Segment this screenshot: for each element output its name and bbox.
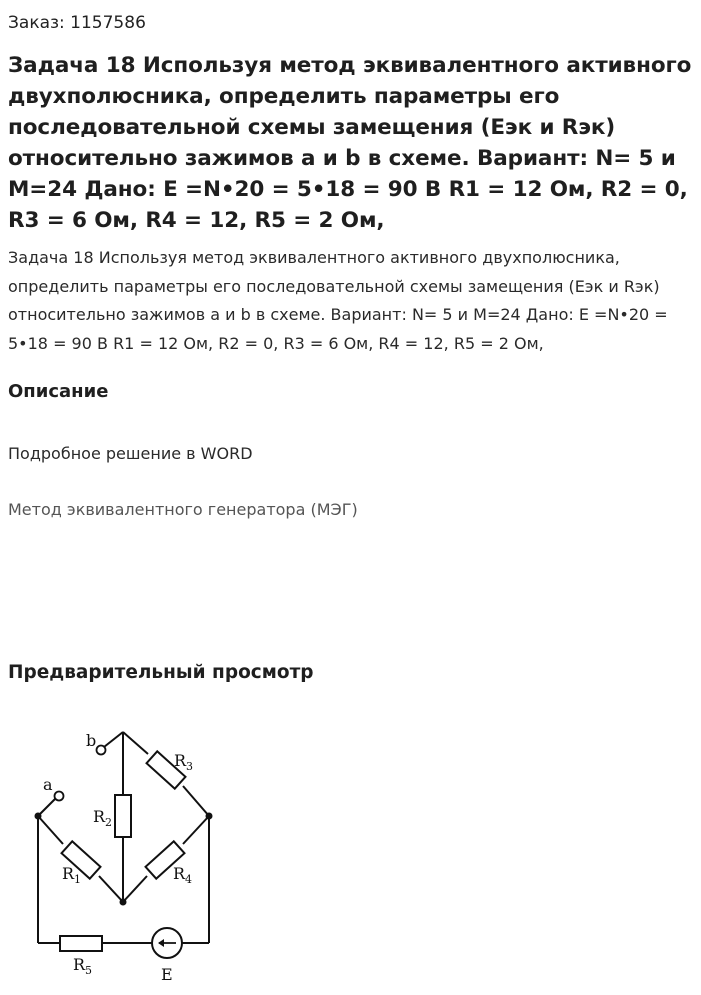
task-title: Задача 18 Используя метод эквивалентного активного двухполюсника, определить параметры его последовательной схемы замещения (Еэк и Rэк) относительно зажимов а и b в схеме. Вариант: N= 5 и M=24 Дано: E =N•20 = 5•18 = 90 B R1 = 12 Ом, R2 = 0, R3 = 6 Ом, R4 = 12, R5 = 2 Ом, bbox=[8, 53, 692, 233]
resistor-r3 bbox=[147, 751, 194, 789]
r1-label: R bbox=[62, 864, 75, 883]
svg-text:R2 bbox=[93, 807, 112, 829]
resistor-r4 bbox=[146, 841, 193, 886]
resistor-r5 bbox=[60, 936, 102, 977]
r5-label: R bbox=[73, 955, 86, 974]
r4-subscript: 4 bbox=[185, 873, 193, 886]
description-line-method: Метод эквивалентного генератора (МЭГ) bbox=[8, 500, 358, 519]
r4-label: R bbox=[173, 864, 186, 883]
svg-text:R5 bbox=[73, 955, 92, 977]
r5-subscript: 5 bbox=[85, 964, 93, 977]
resistor-r2 bbox=[93, 795, 131, 837]
voltage-source-e bbox=[152, 928, 182, 984]
terminal-a-label: a bbox=[43, 775, 53, 794]
description-line-word: Подробное решение в WORD bbox=[8, 444, 253, 463]
r2-subscript: 2 bbox=[105, 816, 113, 829]
task-body: Задача 18 Используя метод эквивалентного активного двухполюсника, определить параметры его последовательной схемы замещения (Еэк и Rэк) относительно зажимов а и b в схеме. Вариант: N= 5 и M=24 Дано: E =N•20 = 5•18 = 90 B R1 = 12 Ом, R2 = 0, R3 = 6 Ом, R4 = 12, R5 = 2 Ом, bbox=[8, 248, 668, 353]
r1-subscript: 1 bbox=[74, 873, 82, 886]
svg-text:R4 bbox=[173, 864, 192, 886]
circuit-diagram bbox=[0, 716, 240, 995]
r3-label: R bbox=[174, 751, 187, 770]
terminal-a bbox=[43, 775, 64, 801]
resistor-r1 bbox=[62, 841, 101, 886]
page bbox=[8, 0, 696, 685]
r3-subscript: 3 bbox=[186, 760, 194, 773]
r2-label: R bbox=[93, 807, 106, 826]
description-heading: Описание bbox=[8, 381, 109, 402]
terminal-b bbox=[86, 731, 106, 755]
svg-text:R3 bbox=[174, 751, 193, 773]
source-e-label: E bbox=[161, 965, 173, 984]
terminal-b-label: b bbox=[86, 731, 97, 750]
preview-heading: Предварительный просмотр bbox=[8, 662, 314, 683]
order-number: Заказ: 1157586 bbox=[8, 13, 146, 33]
